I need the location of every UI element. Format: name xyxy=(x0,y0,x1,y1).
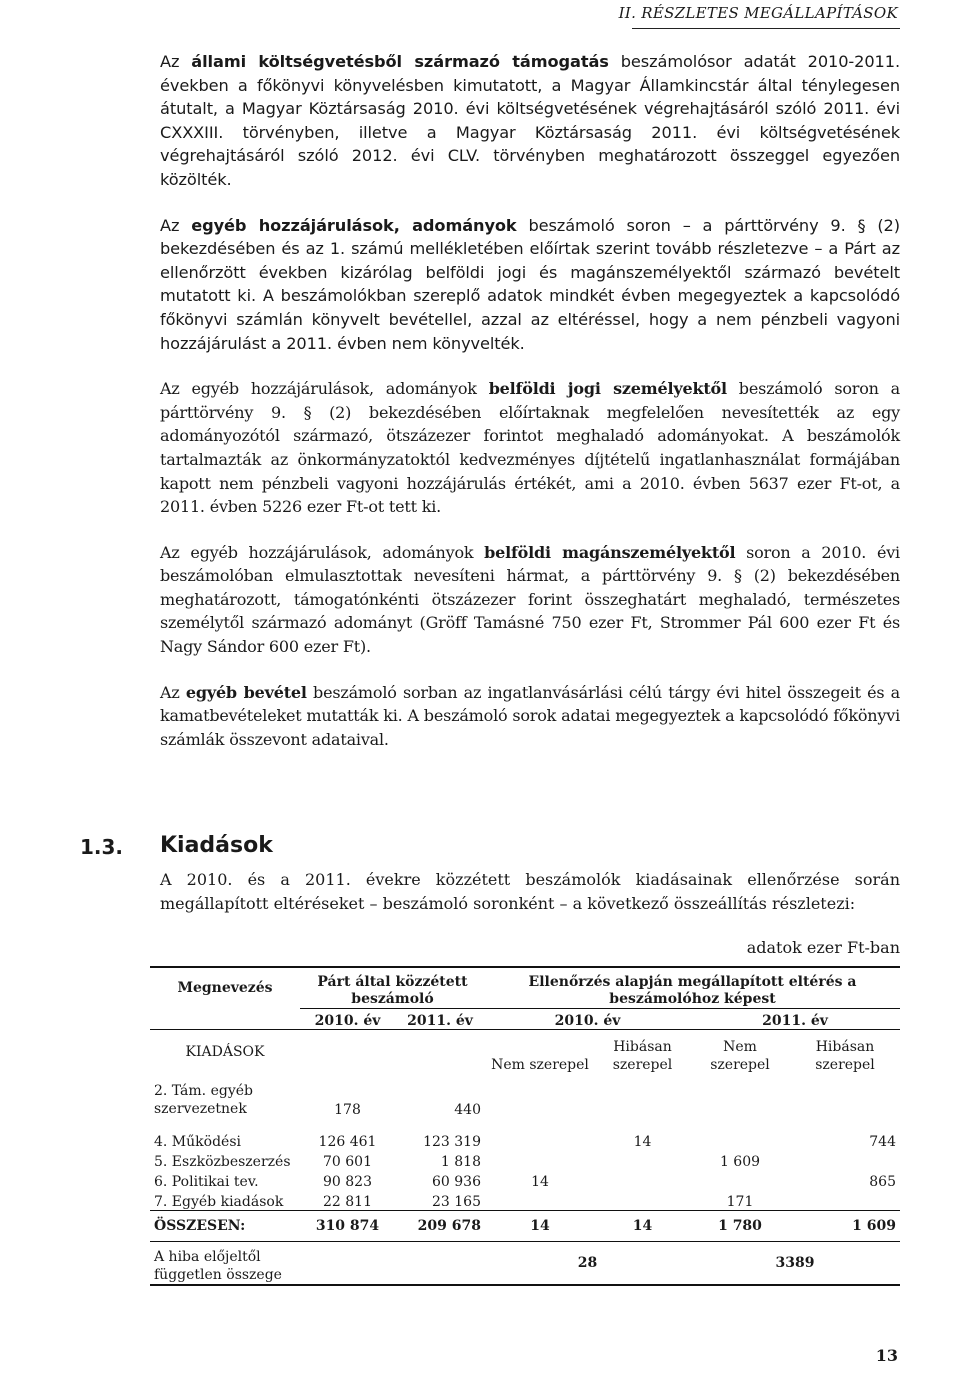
cell-nem-2010 xyxy=(485,1074,595,1118)
cell-nem-2010 xyxy=(485,1118,595,1150)
total-hib-2010: 14 xyxy=(595,1211,690,1242)
cell-2011: 123 319 xyxy=(423,1134,481,1150)
col-year-2010: 2010. év xyxy=(300,1009,395,1030)
paragraph-other-contributions: Az egyéb hozzájárulások, adományok beszámoló soron – a párttörvény 9. § (2) bekezdésében és az 1. számú mellékletében előírtak szerint tovább részletezve – a Párt az ellenőrzött években kizárólag belföldi jogi és magánszemélyektől származó bevételt mutatott ki. A beszámolókban szereplő adatok mindkét évben megegyeztek a kapcsolódó főkönyvi számlán könyvelt bevétellel, azzal az eltéréssel, hogy a nem pénzbeli vagyoni hozzájárulást a 2011. évben nem könyvelték. xyxy=(160,215,900,353)
paragraph-private-persons: Az egyéb hozzájárulások, adományok belföldi magánszemélyektől soron a 2010. évi beszámolóban elmulasztottak nevesíteni hármat, a párttörvény 9. § (2) bekezdésében meghatározott, támogatónkénti ötszázezer forint összeghatárt meghaladó, természetes személytől származó adományt (Gröff Tamásné 750 ezer Ft, Strommer Pál 600 ezer Ft és Nagy Sándor 600 ezer Ft). xyxy=(160,542,900,657)
cell-2011: 1 818 xyxy=(440,1154,481,1170)
term-other-contributions: egyéb hozzájárulások, adományok xyxy=(191,215,517,235)
row-label: 7. Egyéb kiadások xyxy=(150,1190,300,1211)
cell-hib-2011 xyxy=(790,1074,900,1118)
cell-nem-2011: 1 609 xyxy=(719,1154,761,1170)
row-label: 6. Politikai tev. xyxy=(154,1174,259,1190)
table-row xyxy=(150,1150,900,1170)
term-state-support: állami költségvetésből származó támogatás xyxy=(191,52,609,71)
header-rule xyxy=(632,28,900,29)
cell-2011: 60 936 xyxy=(432,1174,481,1190)
page-header xyxy=(0,0,960,30)
table-row xyxy=(150,1190,900,1211)
abs-label: A hiba előjeltől független összege xyxy=(150,1242,300,1286)
page-number: 13 xyxy=(875,1346,898,1365)
col-group-published: Párt által közzétett beszámoló xyxy=(300,967,485,1008)
paragraph-state-support: Az állami költségvetésből származó támogatás beszámolósor adatát 2010-2011. években a főkönyvi könyvelésben kimutatott, a Magyar Államkincstár által ténylegesen átutalt, a Magyar Köztársaság 2010. évi költségvetésének végrehajtásáról szóló 2011. évi CXXXIII. törvényben, illetve a Magyar Köztársaság 2011. évi költségvetésének végrehajtásáról szóló 2012. évi CLV. törvényben meghatározott összeggel egyezően közölték. xyxy=(160,52,900,189)
cell-hib-2010: 14 xyxy=(633,1134,652,1150)
cell-2010: 70 601 xyxy=(323,1154,372,1170)
unit-note: adatok ezer Ft-ban xyxy=(746,938,900,957)
cell-hib-2010 xyxy=(595,1074,690,1118)
cell-2011: 440 xyxy=(454,1102,481,1118)
col-year-2010-deviation: 2010. év xyxy=(485,1009,690,1030)
paragraph-other-income: Az egyéb bevétel beszámoló sorban az ingatlanvásárlási célú tárgy évi hitel összegeit és a kamatbevételeket mutatták ki. A beszámoló sorok adatai megegyeztek a kapcsolódó főkönyvi számlák összevont adataival. xyxy=(160,682,900,749)
col-year-2011: 2011. év xyxy=(395,1009,485,1030)
term-legal-persons: belföldi jogi személyektől xyxy=(488,379,727,399)
col-sub-not-included-2011: Nem szerepel xyxy=(710,1039,770,1073)
col-sub-incorrect-2010: Hibásan szerepel xyxy=(612,1039,673,1073)
cell-hib-2011 xyxy=(790,1190,900,1211)
section-intro: A 2010. és a 2011. évekre közzétett beszámolók kiadásainak ellenőrzése során megállapított eltéréseket – beszámoló soronként – a következő összeállítás részletezi: xyxy=(160,870,900,913)
table-abs-row xyxy=(150,1242,900,1286)
cell-hib-2010 xyxy=(595,1150,690,1170)
section-title: Kiadások xyxy=(160,833,273,858)
table-row xyxy=(150,1170,900,1190)
cell-2010: 178 xyxy=(334,1102,361,1118)
cell-hib-2011: 865 xyxy=(869,1174,896,1190)
abs-2011: 3389 xyxy=(690,1242,900,1286)
col-sub-incorrect-2011: Hibásan szerepel xyxy=(815,1039,875,1073)
cell-hib-2010 xyxy=(595,1170,690,1190)
col-group-deviation: Ellenőrzés alapján megállapított eltérés a beszámolóhoz képest xyxy=(485,967,900,1008)
table-total-row xyxy=(150,1211,900,1242)
row-label: 5. Eszközbeszerzés xyxy=(154,1154,291,1170)
col-header-name: Megnevezés xyxy=(150,967,300,1009)
total-nem-2010: 14 xyxy=(485,1211,595,1242)
body-text xyxy=(160,50,900,773)
cell-nem-2010 xyxy=(485,1190,595,1211)
cell-nem-2010 xyxy=(485,1150,595,1170)
row-label: 2. Tám. egyéb szervezetnek xyxy=(154,1083,253,1117)
paragraph-legal-persons: Az egyéb hozzájárulások, adományok belföldi jogi személyektől beszámoló soron a párttörvény 9. § (2) bekezdésében előírtaknak megfelelően nevesítették az egy adományozótól származó, ötszázezer forintot meghaladó adományokat. A beszámolók tartalmazták az önkormányzatoktól kedvezményes díjtételű ingatlanhasználat formájában kapott nem pénzbeli vagyoni hozzájárulás értékét, ami a 2010. évben 5637 ezer Ft-ot, a 2011. évben 5226 ezer Ft-ot tett ki. xyxy=(160,379,900,517)
table-row xyxy=(150,1118,900,1150)
total-label: ÖSSZESEN: xyxy=(150,1211,300,1242)
row-label: 4. Működési xyxy=(154,1134,241,1150)
term-other-income: egyéb bevétel xyxy=(185,682,307,702)
total-nem-2011: 1 780 xyxy=(690,1211,790,1242)
abs-2010: 28 xyxy=(485,1242,690,1286)
cell-2011: 23 165 xyxy=(395,1190,485,1211)
cell-nem-2011 xyxy=(690,1074,790,1118)
total-2010: 310 874 xyxy=(300,1211,395,1242)
col-year-2011-deviation: 2011. év xyxy=(690,1009,900,1030)
cell-2010: 22 811 xyxy=(300,1190,395,1211)
term-private-persons: belföldi magánszemélyektől xyxy=(484,542,736,562)
cell-hib-2010 xyxy=(595,1190,690,1211)
total-2011: 209 678 xyxy=(395,1211,485,1242)
col-sub-not-included-2010: Nem szerepel xyxy=(491,1057,589,1073)
cell-nem-2011: 171 xyxy=(690,1190,790,1211)
table-subheader-row xyxy=(150,1030,900,1075)
expenses-table xyxy=(150,966,900,1286)
cell-hib-2011: 744 xyxy=(869,1134,896,1150)
cell-2010: 90 823 xyxy=(323,1174,372,1190)
cell-nem-2011 xyxy=(690,1170,790,1190)
section-number: 1.3. xyxy=(80,835,124,859)
table-header-row xyxy=(150,967,900,1008)
table-row xyxy=(150,1074,900,1118)
cell-2010: 126 461 xyxy=(318,1134,377,1150)
table-year-row xyxy=(150,1009,900,1030)
expenses-table-wrap xyxy=(150,966,900,1286)
cell-nem-2011 xyxy=(690,1118,790,1150)
cell-hib-2011 xyxy=(790,1150,900,1170)
cell-nem-2010: 14 xyxy=(531,1174,549,1190)
total-hib-2011: 1 609 xyxy=(790,1211,900,1242)
row-header-kiadasok: KIADÁSOK xyxy=(185,1044,265,1060)
header-title: II. RÉSZLETES MEGÁLLAPÍTÁSOK xyxy=(618,4,898,22)
